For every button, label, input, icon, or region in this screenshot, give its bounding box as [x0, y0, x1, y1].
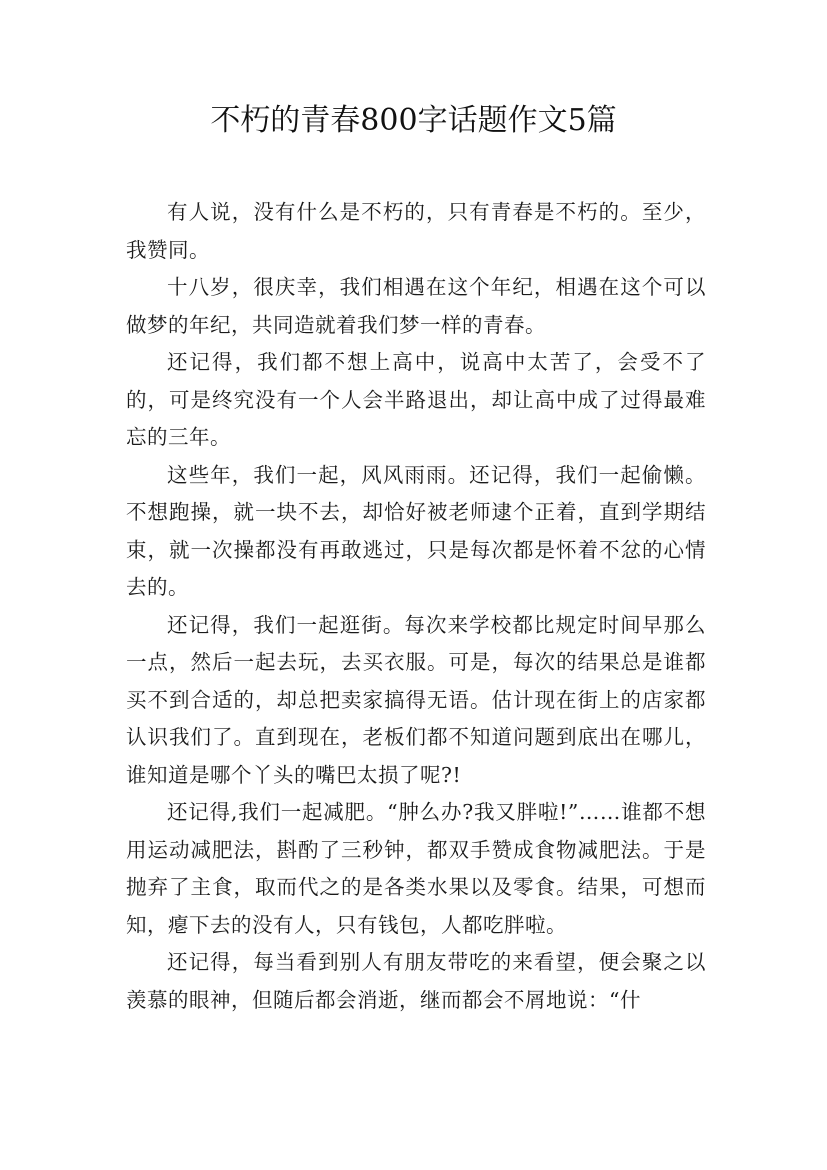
- document-body: [126, 194, 706, 1019]
- paragraph: 还记得，每当看到别人有朋友带吃的来看望，便会聚之以羡慕的眼神，但随后都会消逝，继而都会不屑地说：“什: [126, 950, 706, 1012]
- paragraph: 有人说，没有什么是不朽的，只有青春是不朽的。至少，我赞同。: [126, 200, 706, 262]
- paragraph: 十八岁，很庆幸，我们相遇在这个年纪，相遇在这个可以做梦的年纪，共同造就着我们梦一样的青春。: [126, 275, 706, 337]
- paragraph: 还记得，我们一起逛街。每次来学校都比规定时间早那么一点，然后一起去玩，去买衣服。可是，每次的结果总是谁都买不到合适的，却总把卖家搞得无语。估计现在街上的店家都认识我们了。直到现在，老板们都不知道问题到底出在哪儿，谁知道是哪个丫头的嘴巴太损了呢?!: [126, 612, 706, 787]
- document-title: 不朽的青春800字话题作文5篇: [210, 103, 617, 138]
- paragraph: 还记得,我们一起减肥。“肿么办?我又胖啦!”……谁都不想用运动减肥法，斟酌了三秒钟，都双手赞成食物减肥法。于是抛弃了主食，取而代之的是各类水果以及零食。结果，可想而知，瘪下去的没有人，只有钱包，人都吃胖啦。: [126, 800, 706, 937]
- paragraph: 这些年，我们一起，风风雨雨。还记得，我们一起偷懒。不想跑操，就一块不去，却恰好被老师逮个正着，直到学期结束，就一次操都没有再敢逃过，只是每次都是怀着不忿的心情去的。: [126, 462, 706, 599]
- paragraph: 还记得，我们都不想上高中，说高中太苦了，会受不了的，可是终究没有一个人会半路退出，却让高中成了过得最难忘的三年。: [126, 350, 706, 449]
